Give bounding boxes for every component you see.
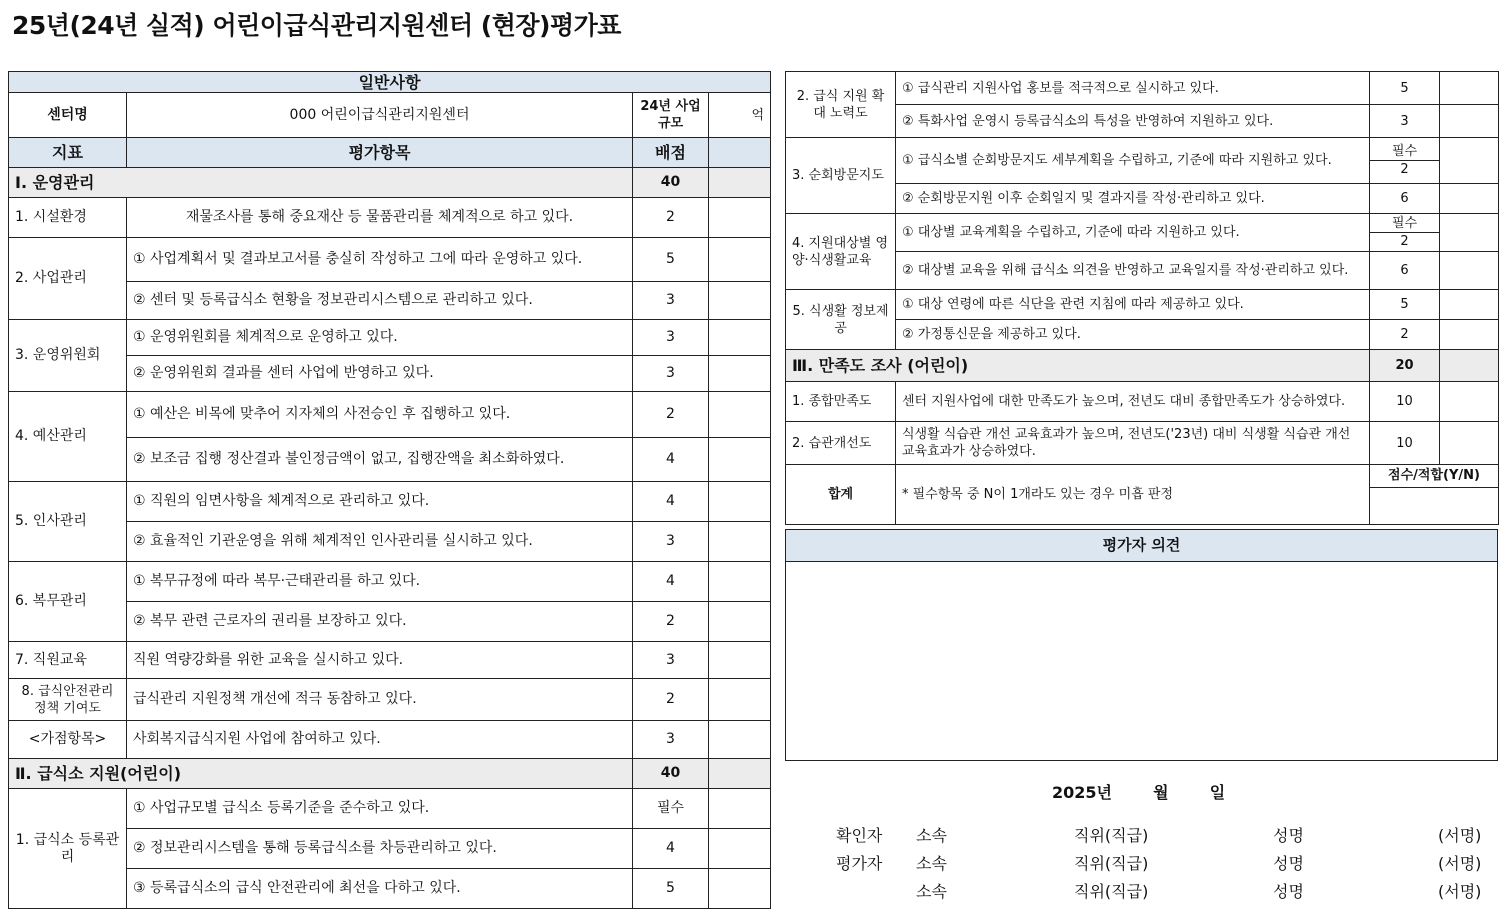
- item-cell: ② 특화사업 운영시 등록급식소의 특성을 반영하여 지원하고 있다.: [896, 105, 1370, 138]
- total-label: 합계: [786, 465, 896, 525]
- score-cell: 2: [1400, 234, 1409, 249]
- confirm-label: 확인자: [836, 826, 883, 845]
- item-cell: ① 대상별 교육계획을 수립하고, 기준에 따라 지원하고 있다.: [896, 214, 1370, 252]
- item-cell: ① 급식관리 지원사업 홍보를 적극적으로 실시하고 있다.: [896, 72, 1370, 105]
- score-cell: 3: [1370, 105, 1440, 138]
- right-evaluation-table: [785, 71, 1499, 525]
- col-item: 평가항목: [127, 138, 633, 168]
- section-2-score: 40: [633, 759, 709, 789]
- position-label: 직위(직급): [1074, 882, 1149, 901]
- item-cell: 직원 역량강화를 위한 교육을 실시하고 있다.: [127, 642, 633, 679]
- score-cell: 6: [1370, 252, 1440, 290]
- score-cell: 3: [633, 642, 709, 679]
- item-cell: 급식관리 지원정책 개선에 적극 동참하고 있다.: [127, 679, 633, 721]
- score-cell: 2: [633, 679, 709, 721]
- score-cell: 2: [633, 392, 709, 438]
- item-cell: ① 운영위원회를 체계적으로 운영하고 있다.: [127, 320, 633, 356]
- item-cell: 재물조사를 통해 중요재산 등 물품관리를 체계적으로 하고 있다.: [127, 198, 633, 238]
- indicator-cell: 1. 급식소 등록관리: [9, 789, 127, 909]
- score-cell: 5: [633, 869, 709, 909]
- section-3-score: 20: [1370, 350, 1440, 382]
- indicator-cell: 5. 인사관리: [9, 482, 127, 562]
- score-cell: 필수: [633, 789, 709, 829]
- item-cell: ② 운영위원회 결과를 센터 사업에 반영하고 있다.: [127, 356, 633, 392]
- scale-unit: 억: [709, 93, 771, 138]
- item-cell: 식생활 식습관 개선 교육효과가 높으며, 전년도('23년) 대비 식생활 식습관 개선 교육효과가 상승하였다.: [896, 422, 1370, 465]
- signature-label: (서명): [1438, 826, 1482, 845]
- item-cell: ③ 등록급식소의 급식 안전관리에 최선을 다하고 있다.: [127, 869, 633, 909]
- item-cell: ① 복무규정에 따라 복무·근태관리를 하고 있다.: [127, 562, 633, 602]
- signature-label: (서명): [1438, 854, 1482, 873]
- item-cell: 센터 지원사업에 대한 만족도가 높으며, 전년도 대비 종합만족도가 상승하였다.: [896, 382, 1370, 422]
- indicator-cell: 2. 사업관리: [9, 238, 127, 320]
- section-3-label: Ⅲ. 만족도 조사 (어린이): [786, 350, 1370, 382]
- date-month: 월: [1153, 783, 1169, 802]
- score-cell: 4: [633, 562, 709, 602]
- score-cell: 6: [1370, 184, 1440, 214]
- indicator-cell: <가점항목>: [9, 721, 127, 759]
- score-cell: 3: [633, 356, 709, 392]
- item-cell: ① 예산은 비목에 맞추어 지자체의 사전승인 후 집행하고 있다.: [127, 392, 633, 438]
- item-cell: ② 보조금 집행 정산결과 불인정금액이 없고, 집행잔액을 최소화하였다.: [127, 438, 633, 482]
- total-note: * 필수항목 중 N이 1개라도 있는 경우 미흡 판정: [896, 465, 1370, 525]
- score-cell: 2: [633, 602, 709, 642]
- item-cell: ① 직원의 임면사항을 체계적으로 관리하고 있다.: [127, 482, 633, 522]
- item-cell: ① 사업규모별 급식소 등록기준을 준수하고 있다.: [127, 789, 633, 829]
- center-name-value: 000 어린이급식관리지원센터: [127, 93, 633, 138]
- item-cell: ② 순회방문지원 이후 순회일지 및 결과지를 작성·관리하고 있다.: [896, 184, 1370, 214]
- item-cell: ① 대상 연령에 따른 식단을 관련 지침에 따라 제공하고 있다.: [896, 290, 1370, 320]
- sign-date: [1052, 780, 1225, 803]
- item-cell: ② 대상별 교육을 위해 급식소 의견을 반영하고 교육일지를 작성·관리하고 있다.: [896, 252, 1370, 290]
- indicator-cell: 7. 직원교육: [9, 642, 127, 679]
- affiliation-label: 소속: [916, 882, 947, 901]
- position-label: 직위(직급): [1074, 826, 1149, 845]
- score-cell: 3: [633, 522, 709, 562]
- name-label: 성명: [1273, 882, 1304, 901]
- item-cell: ① 사업계획서 및 결과보고서를 충실히 작성하고 그에 따라 운영하고 있다.: [127, 238, 633, 282]
- score-cell: 10: [1370, 382, 1440, 422]
- affiliation-label: 소속: [916, 826, 947, 845]
- opinion-header: 평가자 의견: [786, 530, 1497, 562]
- indicator-cell: 2. 급식 지원 확대 노력도: [786, 72, 896, 138]
- name-label: 성명: [1273, 854, 1304, 873]
- score-cell: 5: [1370, 72, 1440, 105]
- score-cell: 5: [633, 238, 709, 282]
- col-indicator: 지표: [9, 138, 127, 168]
- section-1-score: 40: [633, 168, 709, 198]
- date-year: 2025년: [1052, 783, 1112, 802]
- score-cell: 3: [633, 721, 709, 759]
- score-cell: 2: [633, 198, 709, 238]
- indicator-cell: 1. 시설환경: [9, 198, 127, 238]
- item-cell: ② 효율적인 기관운영을 위해 체계적인 인사관리를 실시하고 있다.: [127, 522, 633, 562]
- section-1-label: Ⅰ. 운영관리: [9, 168, 633, 198]
- indicator-cell: 3. 순회방문지도: [786, 138, 896, 214]
- evaluator-label: 평가자: [836, 854, 883, 873]
- affiliation-label: 소속: [916, 854, 947, 873]
- indicator-cell: 4. 지원대상별 영양·식생활교육: [786, 214, 896, 290]
- indicator-cell: 8. 급식안전관리 정책 기여도: [9, 679, 127, 721]
- item-cell: 사회복지급식지원 사업에 참여하고 있다.: [127, 721, 633, 759]
- score-cell: 4: [633, 438, 709, 482]
- score-cell: 10: [1370, 422, 1440, 465]
- indicator-cell: 6. 복무관리: [9, 562, 127, 642]
- item-cell: ② 센터 및 등록급식소 현황을 정보관리시스템으로 관리하고 있다.: [127, 282, 633, 320]
- score-judgment-label: 점수/적합(Y/N): [1370, 465, 1498, 488]
- center-name-label: 센터명: [9, 93, 127, 138]
- evaluator-opinion-box: [785, 529, 1498, 761]
- name-label: 성명: [1273, 826, 1304, 845]
- score-cell: 5: [1370, 290, 1440, 320]
- page-title: 25년(24년 실적) 어린이급식관리지원센터 (현장)평가표: [12, 11, 621, 40]
- score-cell: 2: [1400, 162, 1409, 177]
- score-cell: 필수: [1370, 215, 1439, 233]
- indicator-cell: 2. 습관개선도: [786, 422, 896, 465]
- section-2-label: Ⅱ. 급식소 지원(어린이): [9, 759, 633, 789]
- item-cell: ② 가정통신문을 제공하고 있다.: [896, 320, 1370, 350]
- general-header: 일반사항: [9, 72, 771, 93]
- item-cell: ② 정보관리시스템을 통해 등록급식소를 차등관리하고 있다.: [127, 829, 633, 869]
- position-label: 직위(직급): [1074, 854, 1149, 873]
- indicator-cell: 5. 식생활 정보제공: [786, 290, 896, 350]
- item-cell: ② 복무 관련 근로자의 권리를 보장하고 있다.: [127, 602, 633, 642]
- score-cell: 3: [633, 282, 709, 320]
- indicator-cell: 1. 종합만족도: [786, 382, 896, 422]
- score-cell: 4: [633, 482, 709, 522]
- item-cell: ① 급식소별 순회방문지도 세부계획을 수립하고, 기준에 따라 지원하고 있다.: [896, 138, 1370, 184]
- score-cell: 필수: [1370, 143, 1439, 161]
- score-cell: 2: [1370, 320, 1440, 350]
- signature-label: (서명): [1438, 882, 1482, 901]
- indicator-cell: 3. 운영위원회: [9, 320, 127, 392]
- score-cell: 4: [633, 829, 709, 869]
- indicator-cell: 4. 예산관리: [9, 392, 127, 482]
- left-evaluation-table: [8, 71, 771, 909]
- score-cell: 3: [633, 320, 709, 356]
- date-day: 일: [1209, 783, 1226, 802]
- scale-label: 24년 사업규모: [633, 93, 709, 138]
- col-score: 배점: [633, 138, 709, 168]
